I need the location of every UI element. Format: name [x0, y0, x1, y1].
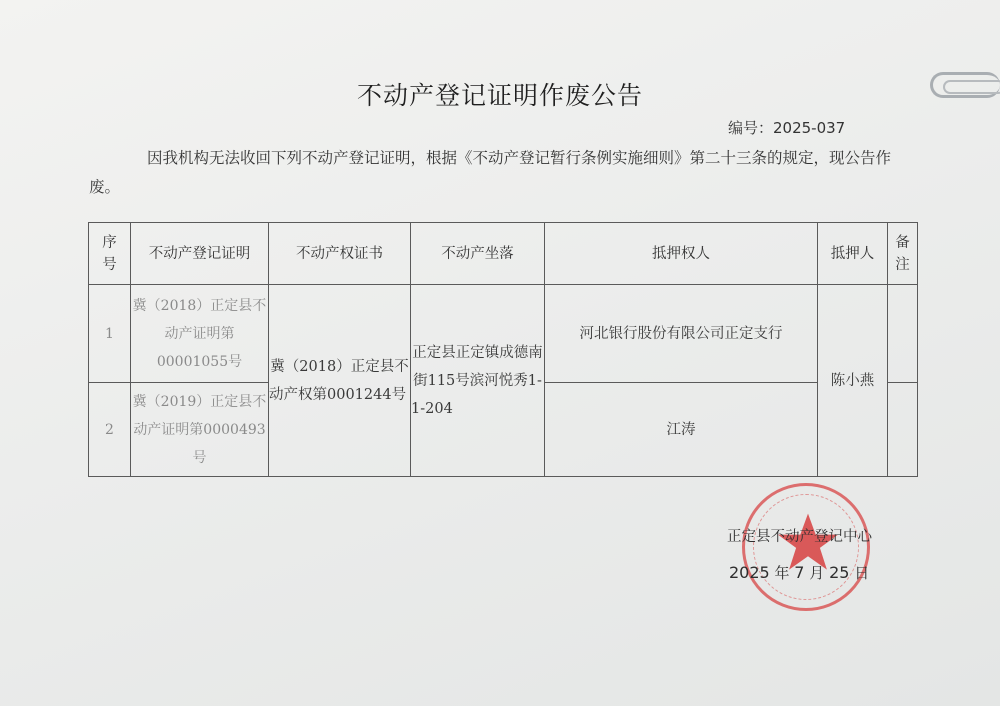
row-seq: 2 [89, 383, 131, 477]
notice-title: 不动产登记证明作废公告 [356, 81, 643, 110]
header-seq: 序 号 [89, 223, 131, 285]
row-mortgagee: 江涛 [545, 383, 818, 477]
row-seq: 1 [89, 285, 131, 383]
header-note: 备 注 [888, 223, 918, 285]
header-certificate: 不动产登记证明 [131, 223, 269, 285]
header-location: 不动产坐落 [411, 223, 545, 285]
row-certificate: 冀（2018）正定县不动产证明第00001055号 [131, 285, 269, 383]
notice-table [88, 222, 918, 477]
issuing-organization: 正定县不动产登记中心 [727, 529, 872, 545]
header-mortgagee: 抵押权人 [545, 223, 818, 285]
row-note [888, 285, 918, 383]
row-note [888, 383, 918, 477]
header-row [89, 223, 918, 285]
official-seal [742, 483, 870, 611]
row-certificate: 冀（2019）正定县不动产证明第0000493号 [131, 383, 269, 477]
serial-number: 编号：2025-037 [728, 119, 846, 137]
mortgagor-cell: 陈小燕 [818, 285, 888, 477]
issue-date: 2025 年 7 月 25 日 [729, 563, 870, 582]
notice-body: 因我机构无法收回下列不动产登记证明，根据《不动产登记暂行条例实施细则》第二十三条的规定，现公告作废。 [89, 149, 892, 196]
property-cert-cell: 冀（2018）正定县不动产权第0001244号 [269, 285, 411, 477]
table-row [89, 285, 918, 383]
row-mortgagee: 河北银行股份有限公司正定支行 [545, 285, 818, 383]
header-mortgagor: 抵押人 [818, 223, 888, 285]
header-property-cert: 不动产权证书 [269, 223, 411, 285]
location-cell: 正定县正定镇成德南街115号滨河悦秀1-1-204 [411, 285, 545, 477]
